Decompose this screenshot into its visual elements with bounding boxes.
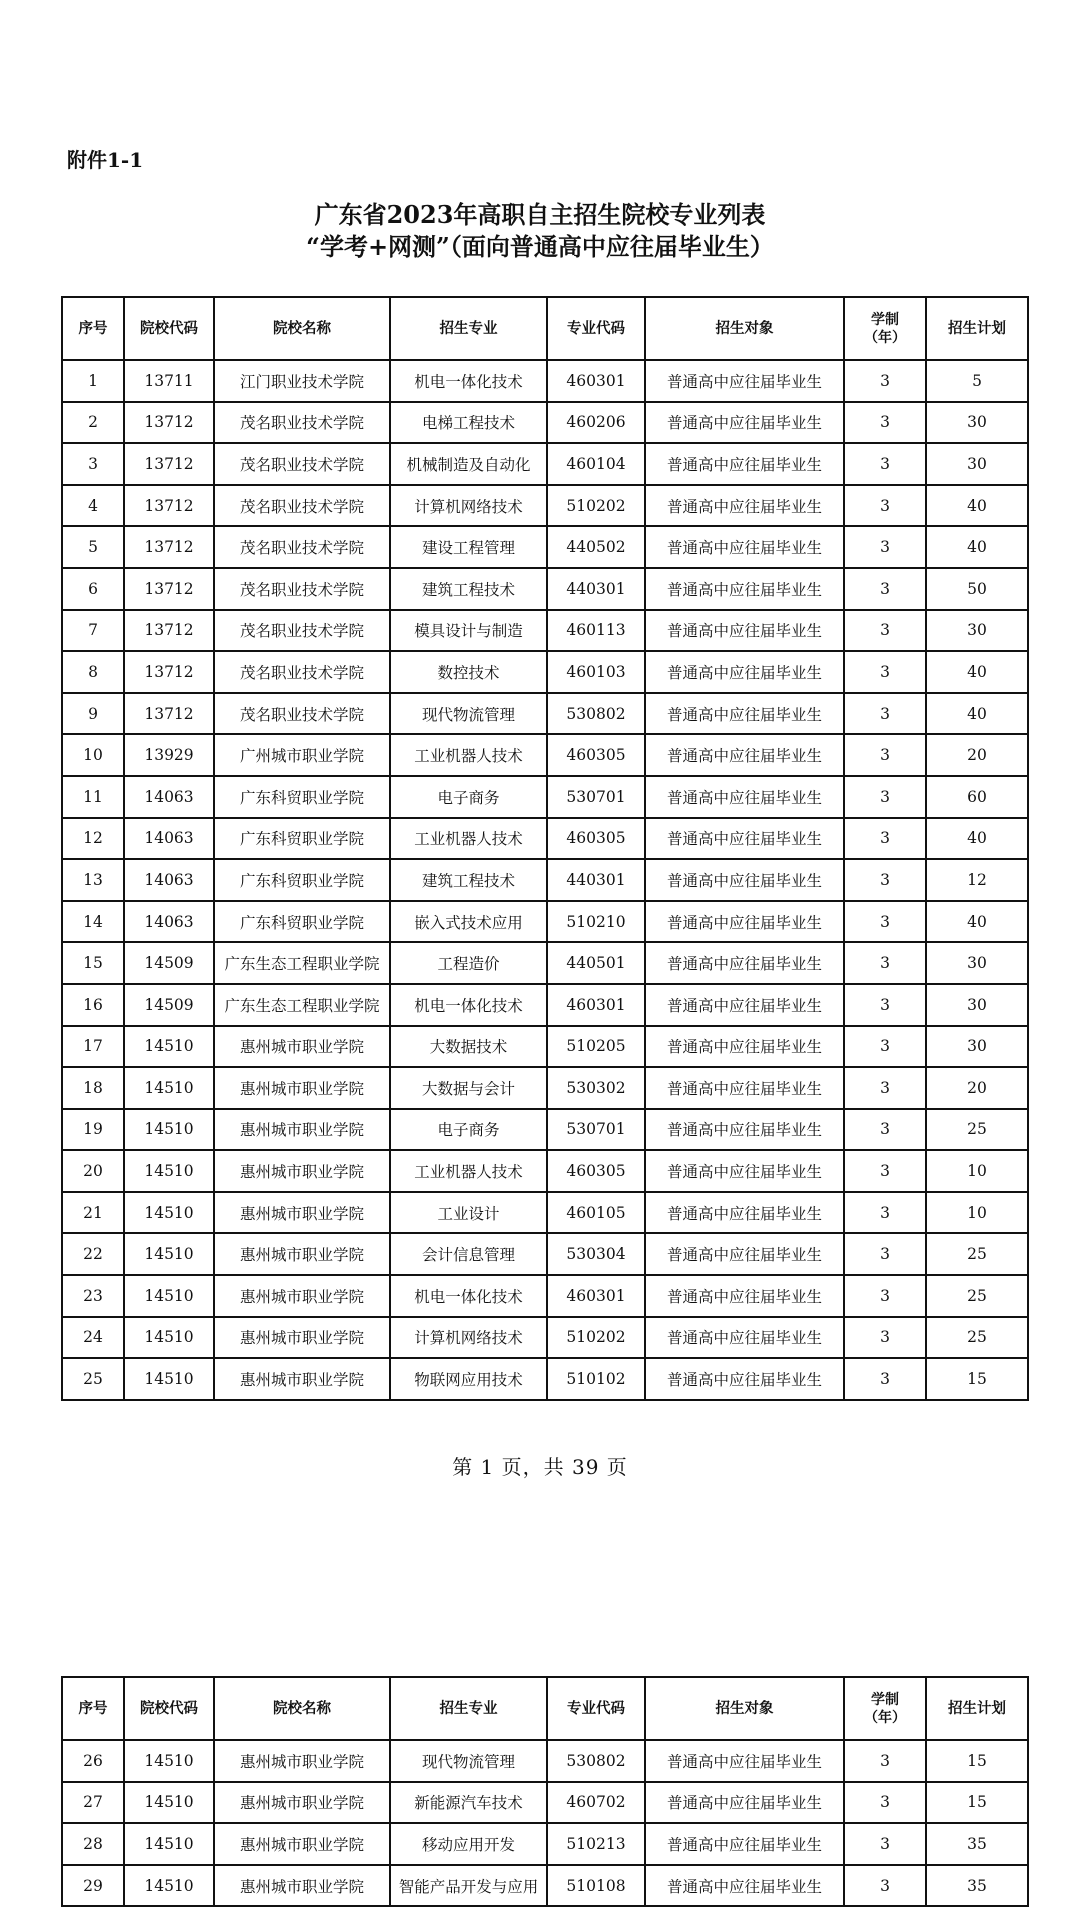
cell-target: 普通高中应往届毕业生: [645, 693, 844, 735]
cell-target: 普通高中应往届毕业生: [645, 610, 844, 652]
table-body-page-2: [62, 1740, 1028, 1906]
cell-school-name: 惠州城市职业学院: [214, 1026, 390, 1068]
document-subtitle: “学考+网测”（面向普通高中应往届毕业生）: [306, 232, 774, 261]
cell-duration: 3: [844, 818, 926, 860]
col-header-school-code: 院校代码: [124, 1677, 214, 1740]
cell-index: 22: [62, 1233, 124, 1275]
cell-quota: 25: [926, 1317, 1028, 1359]
cell-duration: 3: [844, 568, 926, 610]
cell-index: 9: [62, 693, 124, 735]
cell-school-code: 14510: [124, 1823, 214, 1865]
cell-index: 18: [62, 1067, 124, 1109]
col-header-duration: [844, 297, 926, 360]
cell-school-name: 广东科贸职业学院: [214, 776, 390, 818]
cell-major-code: 460301: [547, 984, 645, 1026]
cell-quota: 30: [926, 402, 1028, 444]
cell-school-code: 14510: [124, 1109, 214, 1151]
cell-quota: 25: [926, 1109, 1028, 1151]
cell-quota: 40: [926, 651, 1028, 693]
table-row: [62, 1823, 1028, 1865]
col-header-index: 序号: [62, 297, 124, 360]
cell-target: 普通高中应往届毕业生: [645, 818, 844, 860]
col-header-school-name: 院校名称: [214, 297, 390, 360]
table-header-row: [62, 297, 1028, 360]
cell-target: 普通高中应往届毕业生: [645, 984, 844, 1026]
cell-major: 电子商务: [390, 1109, 547, 1151]
cell-duration: 3: [844, 360, 926, 402]
cell-index: 28: [62, 1823, 124, 1865]
table-row: [62, 1192, 1028, 1234]
cell-duration: 3: [844, 693, 926, 735]
cell-index: 12: [62, 818, 124, 860]
cell-duration: 3: [844, 1782, 926, 1824]
cell-index: 13: [62, 859, 124, 901]
table-row: [62, 776, 1028, 818]
col-header-quota: 招生计划: [926, 1677, 1028, 1740]
cell-school-name: 惠州城市职业学院: [214, 1067, 390, 1109]
cell-quota: 20: [926, 1067, 1028, 1109]
cell-major-code: 510202: [547, 485, 645, 527]
table-row: [62, 568, 1028, 610]
col-header-duration-line1: 学制: [871, 311, 899, 328]
cell-major-code: 460113: [547, 610, 645, 652]
cell-quota: 25: [926, 1233, 1028, 1275]
cell-index: 25: [62, 1358, 124, 1400]
cell-school-code: 14510: [124, 1233, 214, 1275]
cell-school-code: 13712: [124, 485, 214, 527]
cell-duration: 3: [844, 984, 926, 1026]
cell-major-code: 530802: [547, 1740, 645, 1782]
cell-school-name: 茂名职业技术学院: [214, 610, 390, 652]
cell-school-code: 14510: [124, 1865, 214, 1907]
cell-duration: 3: [844, 734, 926, 776]
cell-index: 5: [62, 526, 124, 568]
cell-quota: 60: [926, 776, 1028, 818]
cell-major-code: 440502: [547, 526, 645, 568]
cell-target: 普通高中应往届毕业生: [645, 1026, 844, 1068]
col-header-duration-line2: （年）: [864, 329, 906, 346]
cell-school-name: 惠州城市职业学院: [214, 1317, 390, 1359]
cell-major-code: 530701: [547, 776, 645, 818]
cell-duration: 3: [844, 526, 926, 568]
cell-school-name: 茂名职业技术学院: [214, 443, 390, 485]
cell-duration: 3: [844, 1823, 926, 1865]
cell-major-code: 460305: [547, 734, 645, 776]
col-header-target: 招生对象: [645, 297, 844, 360]
cell-major: 建筑工程技术: [390, 859, 547, 901]
col-header-index: 序号: [62, 1677, 124, 1740]
cell-index: 8: [62, 651, 124, 693]
table-row: [62, 1233, 1028, 1275]
cell-major-code: 460206: [547, 402, 645, 444]
cell-duration: 3: [844, 1109, 926, 1151]
cell-quota: 10: [926, 1192, 1028, 1234]
cell-school-code: 13712: [124, 610, 214, 652]
cell-school-name: 茂名职业技术学院: [214, 693, 390, 735]
cell-school-name: 广东科贸职业学院: [214, 901, 390, 943]
table-row: [62, 1740, 1028, 1782]
cell-duration: 3: [844, 942, 926, 984]
table-row: [62, 984, 1028, 1026]
cell-major-code: 530304: [547, 1233, 645, 1275]
col-header-school-code: 院校代码: [124, 297, 214, 360]
cell-school-code: 13712: [124, 443, 214, 485]
cell-major: 工程造价: [390, 942, 547, 984]
table-row: [62, 485, 1028, 527]
cell-target: 普通高中应往届毕业生: [645, 1823, 844, 1865]
table-row: [62, 651, 1028, 693]
cell-major-code: 510213: [547, 1823, 645, 1865]
cell-target: 普通高中应往届毕业生: [645, 901, 844, 943]
cell-duration: 3: [844, 1358, 926, 1400]
cell-index: 19: [62, 1109, 124, 1151]
cell-school-name: 惠州城市职业学院: [214, 1740, 390, 1782]
cell-target: 普通高中应往届毕业生: [645, 1865, 844, 1907]
cell-quota: 25: [926, 1275, 1028, 1317]
cell-major-code: 460104: [547, 443, 645, 485]
cell-quota: 15: [926, 1782, 1028, 1824]
cell-major: 工业机器人技术: [390, 1150, 547, 1192]
cell-major: 工业机器人技术: [390, 734, 547, 776]
table-row: [62, 942, 1028, 984]
cell-school-name: 茂名职业技术学院: [214, 402, 390, 444]
cell-duration: 3: [844, 651, 926, 693]
cell-target: 普通高中应往届毕业生: [645, 734, 844, 776]
cell-major: 模具设计与制造: [390, 610, 547, 652]
col-header-duration: [844, 1677, 926, 1740]
cell-duration: 3: [844, 776, 926, 818]
col-header-school-name: 院校名称: [214, 1677, 390, 1740]
cell-major: 嵌入式技术应用: [390, 901, 547, 943]
col-header-quota: 招生计划: [926, 297, 1028, 360]
cell-major-code: 460105: [547, 1192, 645, 1234]
cell-quota: 15: [926, 1358, 1028, 1400]
cell-school-name: 茂名职业技术学院: [214, 568, 390, 610]
cell-quota: 30: [926, 1026, 1028, 1068]
table-row: [62, 901, 1028, 943]
cell-school-name: 茂名职业技术学院: [214, 485, 390, 527]
cell-school-name: 惠州城市职业学院: [214, 1109, 390, 1151]
cell-duration: 3: [844, 1192, 926, 1234]
cell-target: 普通高中应往届毕业生: [645, 1782, 844, 1824]
cell-major: 建设工程管理: [390, 526, 547, 568]
cell-index: 17: [62, 1026, 124, 1068]
cell-school-name: 广东生态工程职业学院: [214, 984, 390, 1026]
cell-index: 7: [62, 610, 124, 652]
cell-duration: 3: [844, 901, 926, 943]
cell-school-name: 惠州城市职业学院: [214, 1358, 390, 1400]
cell-duration: 3: [844, 1865, 926, 1907]
attachment-label: 附件1-1: [67, 148, 144, 172]
cell-index: 14: [62, 901, 124, 943]
cell-major: 机电一体化技术: [390, 360, 547, 402]
table-row: [62, 1865, 1028, 1907]
table-row: [62, 443, 1028, 485]
cell-major-code: 530802: [547, 693, 645, 735]
table-row: [62, 1067, 1028, 1109]
cell-target: 普通高中应往届毕业生: [645, 1275, 844, 1317]
cell-target: 普通高中应往届毕业生: [645, 1192, 844, 1234]
cell-quota: 35: [926, 1823, 1028, 1865]
table-row: [62, 859, 1028, 901]
cell-index: 4: [62, 485, 124, 527]
cell-school-code: 14510: [124, 1192, 214, 1234]
table-row: [62, 526, 1028, 568]
cell-school-code: 13711: [124, 360, 214, 402]
cell-major: 大数据技术: [390, 1026, 547, 1068]
table-row: [62, 1026, 1028, 1068]
cell-major-code: 530302: [547, 1067, 645, 1109]
table-row: [62, 1150, 1028, 1192]
cell-major: 物联网应用技术: [390, 1358, 547, 1400]
cell-target: 普通高中应往届毕业生: [645, 1109, 844, 1151]
cell-target: 普通高中应往届毕业生: [645, 443, 844, 485]
cell-major-code: 510108: [547, 1865, 645, 1907]
cell-school-code: 13712: [124, 402, 214, 444]
table-row: [62, 1358, 1028, 1400]
cell-major: 数控技术: [390, 651, 547, 693]
cell-major-code: 460301: [547, 1275, 645, 1317]
cell-major: 智能产品开发与应用: [390, 1865, 547, 1907]
cell-quota: 35: [926, 1865, 1028, 1907]
cell-index: 21: [62, 1192, 124, 1234]
cell-target: 普通高中应往届毕业生: [645, 776, 844, 818]
col-header-target: 招生对象: [645, 1677, 844, 1740]
cell-target: 普通高中应往届毕业生: [645, 526, 844, 568]
cell-school-code: 14510: [124, 1275, 214, 1317]
table-row: [62, 360, 1028, 402]
cell-target: 普通高中应往届毕业生: [645, 651, 844, 693]
cell-school-code: 14510: [124, 1358, 214, 1400]
cell-major-code: 440501: [547, 942, 645, 984]
cell-major-code: 510202: [547, 1317, 645, 1359]
cell-quota: 40: [926, 485, 1028, 527]
cell-quota: 5: [926, 360, 1028, 402]
cell-school-code: 13712: [124, 568, 214, 610]
cell-major: 现代物流管理: [390, 1740, 547, 1782]
cell-index: 1: [62, 360, 124, 402]
table-row: [62, 734, 1028, 776]
cell-duration: 3: [844, 1067, 926, 1109]
cell-major: 新能源汽车技术: [390, 1782, 547, 1824]
cell-quota: 12: [926, 859, 1028, 901]
cell-school-code: 14063: [124, 859, 214, 901]
table-row: [62, 402, 1028, 444]
cell-duration: 3: [844, 402, 926, 444]
cell-major-code: 460301: [547, 360, 645, 402]
cell-school-name: 惠州城市职业学院: [214, 1782, 390, 1824]
cell-school-name: 广东生态工程职业学院: [214, 942, 390, 984]
cell-school-code: 14509: [124, 942, 214, 984]
cell-index: 6: [62, 568, 124, 610]
cell-target: 普通高中应往届毕业生: [645, 1740, 844, 1782]
cell-school-name: 惠州城市职业学院: [214, 1192, 390, 1234]
cell-major: 工业设计: [390, 1192, 547, 1234]
cell-target: 普通高中应往届毕业生: [645, 360, 844, 402]
cell-duration: 3: [844, 1233, 926, 1275]
cell-quota: 20: [926, 734, 1028, 776]
table-row: [62, 818, 1028, 860]
cell-school-name: 惠州城市职业学院: [214, 1150, 390, 1192]
cell-quota: 40: [926, 693, 1028, 735]
cell-school-name: 茂名职业技术学院: [214, 526, 390, 568]
cell-major: 计算机网络技术: [390, 1317, 547, 1359]
cell-duration: 3: [844, 1150, 926, 1192]
cell-school-code: 13712: [124, 693, 214, 735]
col-header-major-code: 专业代码: [547, 297, 645, 360]
cell-quota: 40: [926, 526, 1028, 568]
cell-duration: 3: [844, 1740, 926, 1782]
enrollment-table-page-1: [61, 296, 1029, 1401]
cell-target: 普通高中应往届毕业生: [645, 1150, 844, 1192]
cell-school-code: 14510: [124, 1026, 214, 1068]
cell-school-code: 14510: [124, 1782, 214, 1824]
cell-school-name: 惠州城市职业学院: [214, 1865, 390, 1907]
col-header-major: 招生专业: [390, 1677, 547, 1740]
col-header-duration-line2: （年）: [864, 1709, 906, 1726]
cell-index: 20: [62, 1150, 124, 1192]
cell-major: 工业机器人技术: [390, 818, 547, 860]
document-title: 广东省2023年高职自主招生院校专业列表: [314, 200, 766, 229]
cell-duration: 3: [844, 610, 926, 652]
cell-school-name: 惠州城市职业学院: [214, 1233, 390, 1275]
table-row: [62, 1782, 1028, 1824]
cell-school-code: 14510: [124, 1150, 214, 1192]
cell-major-code: 460305: [547, 1150, 645, 1192]
cell-school-code: 13929: [124, 734, 214, 776]
cell-major-code: 510210: [547, 901, 645, 943]
cell-index: 26: [62, 1740, 124, 1782]
cell-major: 现代物流管理: [390, 693, 547, 735]
cell-major: 移动应用开发: [390, 1823, 547, 1865]
cell-duration: 3: [844, 1275, 926, 1317]
cell-major: 会计信息管理: [390, 1233, 547, 1275]
cell-target: 普通高中应往届毕业生: [645, 859, 844, 901]
table-header-row: [62, 1677, 1028, 1740]
table-row: [62, 693, 1028, 735]
cell-major: 机械制造及自动化: [390, 443, 547, 485]
cell-school-name: 广东科贸职业学院: [214, 859, 390, 901]
cell-duration: 3: [844, 1317, 926, 1359]
cell-quota: 15: [926, 1740, 1028, 1782]
cell-school-code: 14063: [124, 776, 214, 818]
cell-quota: 40: [926, 901, 1028, 943]
cell-major-code: 460702: [547, 1782, 645, 1824]
cell-school-name: 广州城市职业学院: [214, 734, 390, 776]
cell-major: 电子商务: [390, 776, 547, 818]
cell-school-name: 茂名职业技术学院: [214, 651, 390, 693]
table-row: [62, 610, 1028, 652]
cell-target: 普通高中应往届毕业生: [645, 402, 844, 444]
table-row: [62, 1275, 1028, 1317]
cell-quota: 50: [926, 568, 1028, 610]
cell-school-code: 14063: [124, 901, 214, 943]
cell-major-code: 530701: [547, 1109, 645, 1151]
cell-duration: 3: [844, 485, 926, 527]
cell-quota: 40: [926, 818, 1028, 860]
cell-index: 29: [62, 1865, 124, 1907]
cell-index: 23: [62, 1275, 124, 1317]
col-header-duration-line1: 学制: [871, 1691, 899, 1708]
cell-major: 建筑工程技术: [390, 568, 547, 610]
cell-school-name: 惠州城市职业学院: [214, 1275, 390, 1317]
cell-major-code: 440301: [547, 568, 645, 610]
cell-target: 普通高中应往届毕业生: [645, 1358, 844, 1400]
page-indicator: 第 1 页，共 39 页: [452, 1455, 628, 1479]
cell-quota: 30: [926, 942, 1028, 984]
cell-major: 计算机网络技术: [390, 485, 547, 527]
cell-major-code: 510205: [547, 1026, 645, 1068]
cell-school-code: 13712: [124, 651, 214, 693]
cell-duration: 3: [844, 1026, 926, 1068]
cell-target: 普通高中应往届毕业生: [645, 485, 844, 527]
cell-school-code: 14510: [124, 1740, 214, 1782]
cell-quota: 30: [926, 984, 1028, 1026]
cell-target: 普通高中应往届毕业生: [645, 1067, 844, 1109]
cell-school-name: 广东科贸职业学院: [214, 818, 390, 860]
cell-quota: 30: [926, 610, 1028, 652]
cell-duration: 3: [844, 443, 926, 485]
cell-index: 15: [62, 942, 124, 984]
cell-index: 27: [62, 1782, 124, 1824]
cell-school-code: 14509: [124, 984, 214, 1026]
cell-major: 大数据与会计: [390, 1067, 547, 1109]
cell-target: 普通高中应往届毕业生: [645, 1233, 844, 1275]
cell-major-code: 510102: [547, 1358, 645, 1400]
cell-target: 普通高中应往届毕业生: [645, 1317, 844, 1359]
cell-target: 普通高中应往届毕业生: [645, 942, 844, 984]
cell-index: 2: [62, 402, 124, 444]
cell-quota: 10: [926, 1150, 1028, 1192]
col-header-major-code: 专业代码: [547, 1677, 645, 1740]
cell-quota: 30: [926, 443, 1028, 485]
cell-major-code: 440301: [547, 859, 645, 901]
cell-major: 机电一体化技术: [390, 1275, 547, 1317]
cell-school-code: 14510: [124, 1317, 214, 1359]
cell-index: 16: [62, 984, 124, 1026]
table-row: [62, 1317, 1028, 1359]
cell-index: 3: [62, 443, 124, 485]
cell-school-code: 14510: [124, 1067, 214, 1109]
table-body-page-1: [62, 360, 1028, 1400]
cell-school-name: 惠州城市职业学院: [214, 1823, 390, 1865]
table-row: [62, 1109, 1028, 1151]
col-header-major: 招生专业: [390, 297, 547, 360]
cell-index: 10: [62, 734, 124, 776]
enrollment-table-page-2: [61, 1676, 1029, 1907]
cell-duration: 3: [844, 859, 926, 901]
cell-major: 电梯工程技术: [390, 402, 547, 444]
cell-major: 机电一体化技术: [390, 984, 547, 1026]
cell-school-code: 13712: [124, 526, 214, 568]
cell-major-code: 460103: [547, 651, 645, 693]
cell-index: 11: [62, 776, 124, 818]
cell-major-code: 460305: [547, 818, 645, 860]
cell-index: 24: [62, 1317, 124, 1359]
cell-school-code: 14063: [124, 818, 214, 860]
cell-school-name: 江门职业技术学院: [214, 360, 390, 402]
cell-target: 普通高中应往届毕业生: [645, 568, 844, 610]
